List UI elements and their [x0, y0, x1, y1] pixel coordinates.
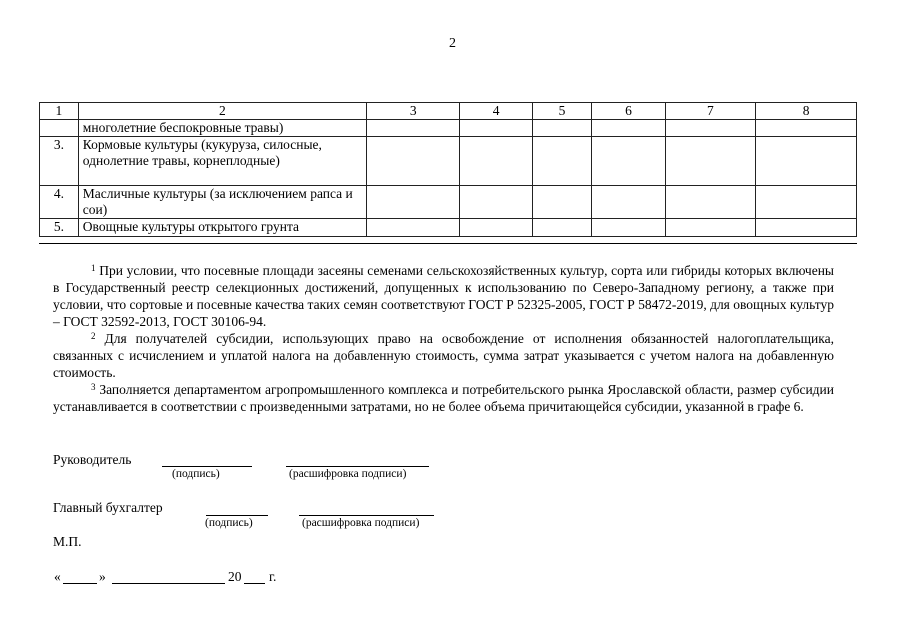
table-header-row: [40, 103, 857, 120]
column-header: 3: [367, 103, 460, 120]
empty-cell[interactable]: [532, 137, 591, 186]
column-header: 7: [665, 103, 755, 120]
accountant-decoding-line[interactable]: [299, 515, 434, 516]
table-row: [40, 219, 857, 237]
empty-cell[interactable]: [756, 120, 857, 137]
head-decoding-caption: (расшифровка подписи): [289, 468, 407, 480]
table-row: [40, 186, 857, 219]
date-open-quote: «: [54, 569, 61, 584]
row-number: [40, 120, 79, 137]
row-number: 4.: [40, 186, 79, 219]
empty-cell[interactable]: [532, 219, 591, 237]
empty-cell[interactable]: [756, 137, 857, 186]
empty-cell[interactable]: [756, 219, 857, 237]
empty-cell[interactable]: [592, 120, 665, 137]
empty-cell[interactable]: [592, 219, 665, 237]
head-signature-caption: (подпись): [172, 468, 220, 480]
empty-cell[interactable]: [460, 120, 533, 137]
stamp-place: М.П.: [53, 534, 82, 549]
empty-cell[interactable]: [460, 137, 533, 186]
empty-cell[interactable]: [592, 186, 665, 219]
footnote-text: Для получателей субсидии, использующих право на освобождение от исполнения обязанностей налогоплательщика, связанных с исчислением и уплатой налога на добавленную стоимость, сумма затрат указывается с учетом налога на добавленную стоимость.: [53, 331, 834, 380]
footnote-3: [53, 381, 834, 415]
column-header: 2: [78, 103, 366, 120]
empty-cell[interactable]: [367, 186, 460, 219]
head-signature-line[interactable]: [162, 466, 252, 467]
column-header: 8: [756, 103, 857, 120]
table-row: [40, 137, 857, 186]
date-close-quote: »: [99, 569, 106, 584]
empty-cell[interactable]: [460, 219, 533, 237]
empty-cell[interactable]: [532, 120, 591, 137]
date-day-line[interactable]: [63, 583, 97, 584]
column-header: 5: [532, 103, 591, 120]
head-decoding-line[interactable]: [286, 466, 429, 467]
accountant-signature-caption: (подпись): [205, 517, 253, 529]
table-row: [40, 120, 857, 137]
empty-cell[interactable]: [460, 186, 533, 219]
crops-table: [39, 102, 857, 237]
head-label: Руководитель: [53, 452, 132, 467]
crop-name-cell: Кормовые культуры (кукуруза, силосные, однолетние травы, корнеплодные): [78, 137, 366, 186]
empty-cell[interactable]: [367, 137, 460, 186]
empty-cell[interactable]: [665, 219, 755, 237]
empty-cell[interactable]: [756, 186, 857, 219]
row-number: 3.: [40, 137, 79, 186]
footnote-2: [53, 330, 834, 381]
crop-name-cell: Масличные культуры (за исключением рапса и сои): [78, 186, 366, 219]
empty-cell[interactable]: [665, 186, 755, 219]
empty-cell[interactable]: [532, 186, 591, 219]
column-header: 1: [40, 103, 79, 120]
date-month-line[interactable]: [112, 583, 225, 584]
empty-cell[interactable]: [367, 120, 460, 137]
date-year-prefix: 20: [228, 569, 242, 584]
accountant-label: Главный бухгалтер: [53, 500, 163, 515]
accountant-decoding-caption: (расшифровка подписи): [302, 517, 420, 529]
accountant-signature-line[interactable]: [206, 515, 268, 516]
date-year-suffix: г.: [269, 569, 277, 584]
row-number: 5.: [40, 219, 79, 237]
footnote-mark: 2: [91, 331, 96, 341]
footnote-text: Заполняется департаментом агропромышленного комплекса и потребительского рынка Ярославской области, размер субсидии устанавливается в соответствии с произведенными затратами, но не более объема причитающейся субсидии, указанной в графе 6.: [53, 382, 835, 414]
footnote-mark: 1: [91, 263, 96, 273]
date-year-line[interactable]: [244, 583, 265, 584]
empty-cell[interactable]: [592, 137, 665, 186]
empty-cell[interactable]: [665, 137, 755, 186]
column-header: 6: [592, 103, 665, 120]
empty-cell[interactable]: [367, 219, 460, 237]
footnotes: [53, 262, 834, 415]
empty-cell[interactable]: [665, 120, 755, 137]
crop-name-cell: Овощные культуры открытого грунта: [78, 219, 366, 237]
table-bottom-rule: [39, 243, 857, 244]
footnote-text: При условии, что посевные площади засеяны семенами сельскохозяйственных культур, сорта или гибриды которых включены в Государственный реестр селекционных достижений, допущенных к использованию по Северо-Западному региону, а также при условии, что сортовые и посевные качества таких семян соответствуют ГОСТ Р 52325-2005, ГОСТ Р 58472-2019, для овощных культур – ГОСТ 32592-2013, ГОСТ 30106-94.: [53, 263, 834, 329]
page-number: 2: [449, 36, 456, 51]
footnote-1: [53, 262, 834, 330]
footnote-mark: 3: [91, 382, 96, 392]
crop-name-cell: многолетние беспокровные травы): [78, 120, 366, 137]
column-header: 4: [460, 103, 533, 120]
